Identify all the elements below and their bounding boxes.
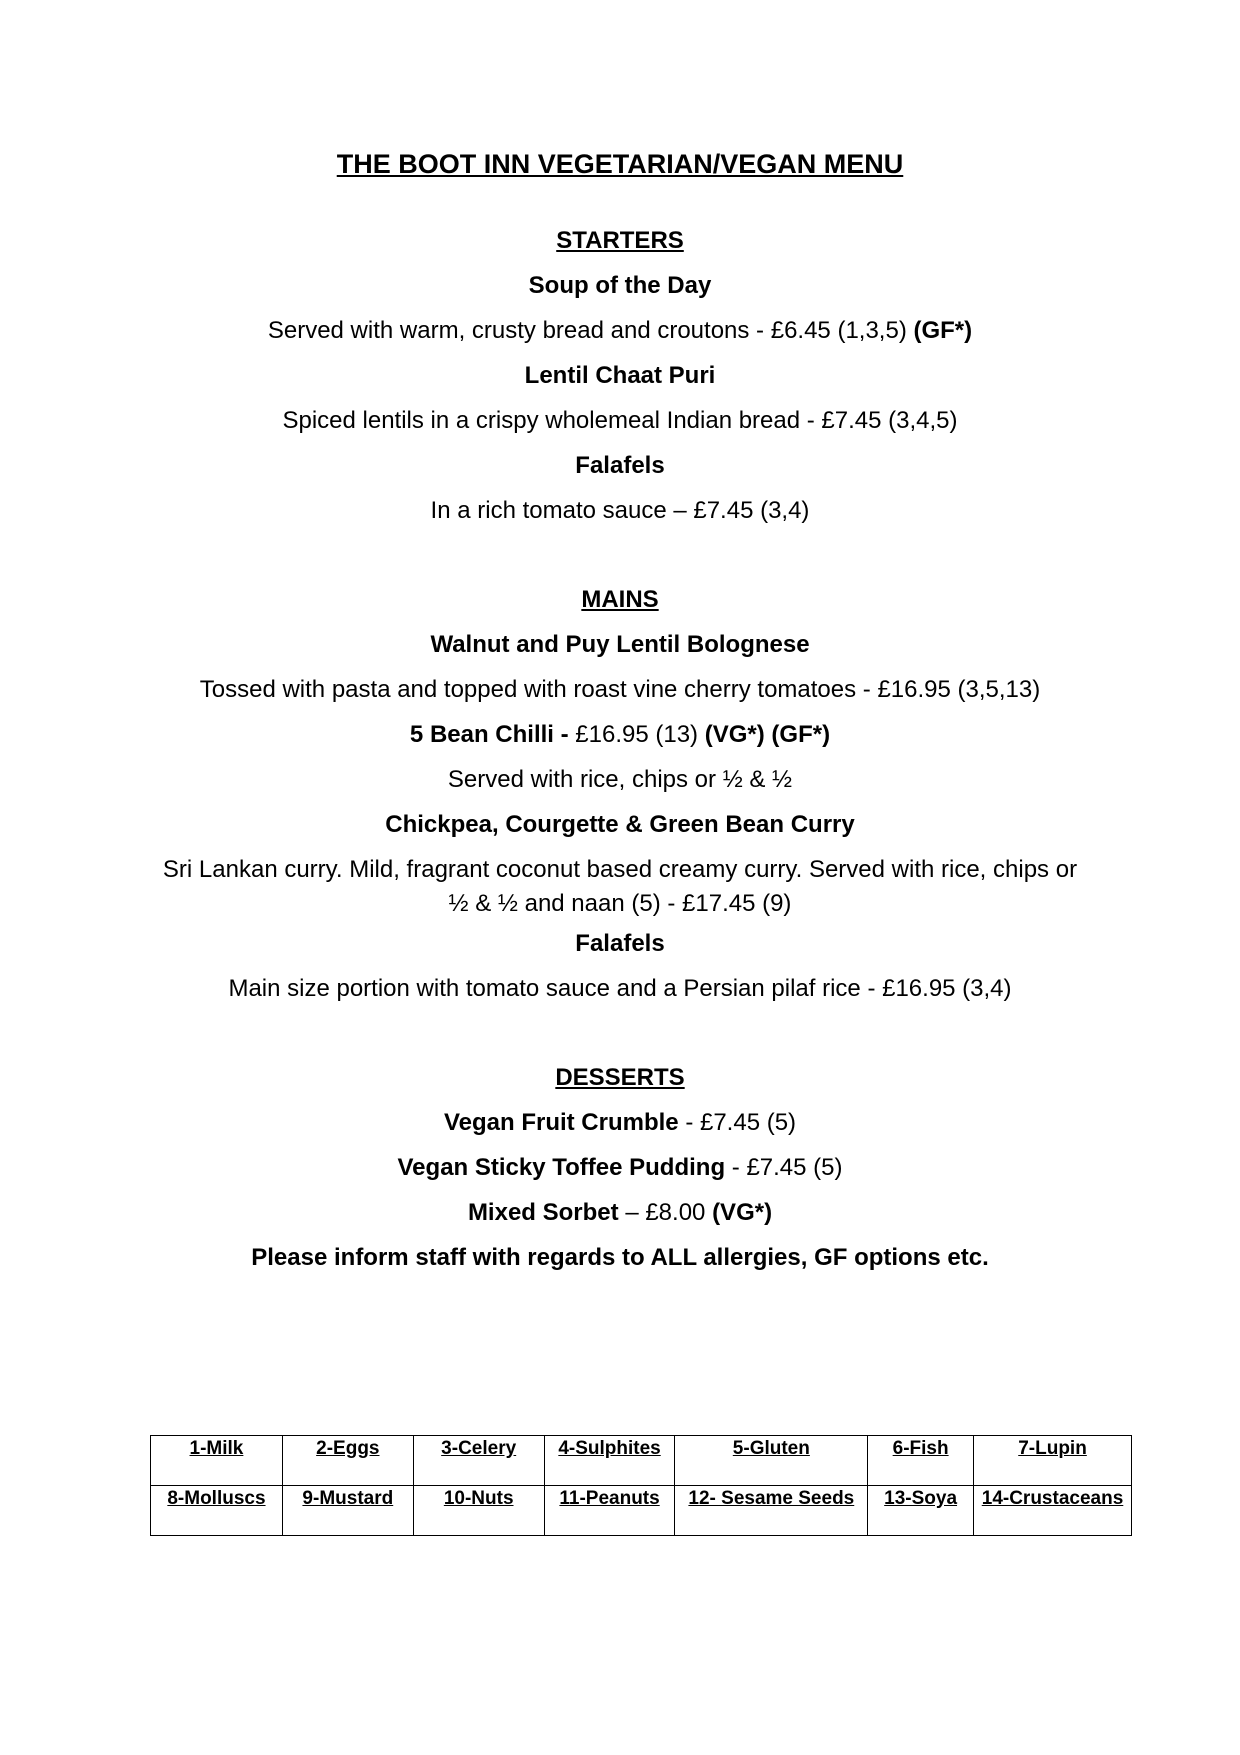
- curry-name: Chickpea, Courgette & Green Bean Curry: [385, 811, 855, 838]
- chilli-line: [0, 718, 1240, 752]
- allergen-cell: 7-Lupin: [974, 1436, 1132, 1486]
- allergen-cell: 2-Eggs: [282, 1436, 413, 1486]
- bolognese-description: Tossed with pasta and topped with roast vine cherry tomatoes - £16.95 (3,5,13): [199, 676, 1041, 703]
- soup-name: Soup of the Day: [528, 272, 712, 299]
- allergy-notice: Please inform staff with regards to ALL allergies, GF options etc.: [251, 1244, 989, 1271]
- chilli-price: £16.95 (13): [575, 721, 699, 748]
- crumble-name: Vegan Fruit Crumble: [443, 1109, 679, 1136]
- sorbet-line: [0, 1196, 1240, 1230]
- chilli-description: Served with rice, chips or ½ & ½: [447, 766, 793, 793]
- crumble-line: [0, 1106, 1240, 1140]
- allergen-cell: 9-Mustard: [282, 1486, 413, 1536]
- main-falafel-description: Main size portion with tomato sauce and a Persian pilaf rice - £16.95 (3,4): [228, 975, 1012, 1002]
- sorbet-price: – £8.00: [625, 1199, 706, 1226]
- bolognese-name: Walnut and Puy Lentil Bolognese: [430, 631, 810, 658]
- allergen-cell: 6-Fish: [868, 1436, 974, 1486]
- desserts-heading: DESSERTS: [555, 1064, 685, 1091]
- chilli-name: 5 Bean Chilli -: [409, 721, 569, 748]
- allergen-cell: 8-Molluscs: [151, 1486, 283, 1536]
- curry-description: Sri Lankan curry. Mild, fragrant coconut based creamy curry. Served with rice, chips or ½ & ½ and naan (5) - £17.45 (9): [162, 856, 1078, 917]
- sorbet-name: Mixed Sorbet: [467, 1199, 619, 1226]
- soup-description: [0, 314, 1240, 348]
- allergen-key-table: [150, 1435, 1132, 1536]
- crumble-price: - £7.45 (5): [685, 1109, 797, 1136]
- allergen-cell: 11-Peanuts: [544, 1486, 675, 1536]
- allergen-cell: 5-Gluten: [675, 1436, 868, 1486]
- chaat-name: Lentil Chaat Puri: [524, 362, 716, 389]
- menu-title: THE BOOT INN VEGETARIAN/VEGAN MENU: [336, 149, 904, 179]
- allergen-cell: 10-Nuts: [413, 1486, 544, 1536]
- allergen-row-1: [151, 1436, 1132, 1486]
- starter-falafel-name: Falafels: [575, 452, 665, 479]
- allergen-cell: 3-Celery: [413, 1436, 544, 1486]
- chilli-dietary-tags: (VG*) (GF*): [704, 721, 831, 748]
- allergen-cell: 4-Sulphites: [544, 1436, 675, 1486]
- allergen-row-2: [151, 1486, 1132, 1536]
- soup-dietary-tag: (GF*): [913, 317, 973, 344]
- main-falafel-name: Falafels: [575, 930, 665, 957]
- starter-falafel-description: In a rich tomato sauce – £7.45 (3,4): [430, 497, 810, 524]
- starters-heading: STARTERS: [556, 227, 684, 254]
- toffee-line: [0, 1151, 1240, 1185]
- mains-heading: MAINS: [581, 586, 659, 613]
- allergen-cell: 14-Crustaceans: [974, 1486, 1132, 1536]
- allergen-cell: 12- Sesame Seeds: [675, 1486, 868, 1536]
- sorbet-dietary-tag: (VG*): [712, 1199, 773, 1226]
- chaat-description: Spiced lentils in a crispy wholemeal Indian bread - £7.45 (3,4,5): [282, 407, 958, 434]
- soup-desc-text: Served with warm, crusty bread and croutons - £6.45 (1,3,5): [267, 317, 907, 344]
- allergen-cell: 13-Soya: [868, 1486, 974, 1536]
- toffee-name: Vegan Sticky Toffee Pudding: [397, 1154, 726, 1181]
- toffee-price: - £7.45 (5): [731, 1154, 843, 1181]
- allergen-cell: 1-Milk: [151, 1436, 283, 1486]
